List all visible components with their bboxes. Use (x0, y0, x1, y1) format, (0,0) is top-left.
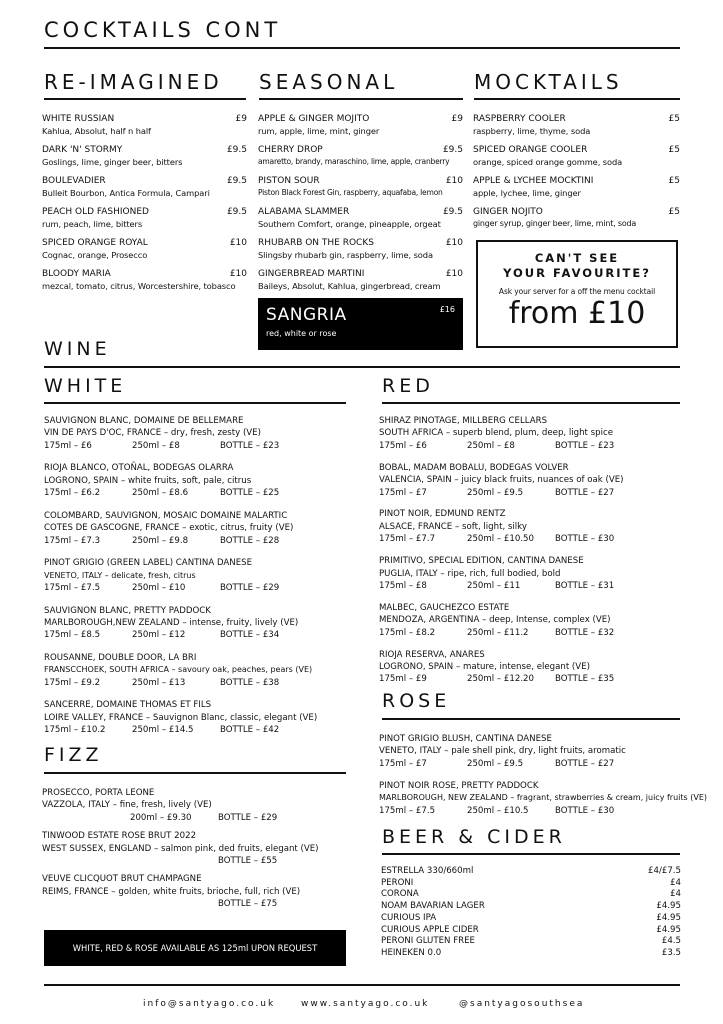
item-name: GINGER NOJITO (473, 207, 543, 217)
fizz-name: VEUVE CLICQUOT BRUT CHAMPAGNE (42, 874, 202, 885)
beer-price: £4.95 (656, 901, 681, 912)
white-heading: WHITE (44, 375, 127, 397)
item-name: ALABAMA SLAMMER (258, 207, 350, 217)
wine-name: PINOT GRIGIO BLUSH, CANTINA DANESE (379, 734, 552, 744)
glass-price: 250ml – £9.5 (467, 487, 524, 498)
wine-origin: LOGRONO, SPAIN – mature, intense, elegant (VE) (379, 661, 590, 672)
title-divider (44, 47, 680, 49)
bottle-price: BOTTLE – £30 (555, 805, 615, 816)
glass-price: 250ml – £11 (467, 580, 521, 591)
item-desc: apple, lychee, lime, ginger (473, 188, 581, 198)
menu-item (42, 144, 182, 168)
wine-prices (379, 533, 689, 545)
menu-item (473, 175, 593, 199)
wine-origin: MENDOZA, ARGENTINA – deep, Intense, complex (VE) (379, 615, 611, 626)
glass-price: 250ml – £9.5 (467, 758, 524, 769)
item-price: £9.5 (442, 145, 463, 155)
wine-prices (44, 724, 349, 736)
wine-entry (379, 508, 689, 545)
beer-name: CURIOUS IPA (381, 912, 437, 923)
item-desc: raspberry, lime, thyme, soda (473, 126, 591, 136)
wine-name: MALBEC, GAUCHEZCO ESTATE (379, 602, 510, 613)
wine-prices (379, 758, 699, 770)
fizz-list (42, 787, 347, 911)
footer-social[interactable]: @santyagosouthsea (459, 999, 585, 1009)
rose-divider (382, 718, 680, 720)
bottle-price: BOTTLE – £23 (220, 440, 280, 451)
wine-prices (44, 487, 349, 499)
mocktails-heading: MOCKTAILS (474, 70, 623, 94)
beer-price: £4/£7.5 (648, 866, 681, 876)
wine-name: COLOMBARD, SAUVIGNON, MOSAIC DOMAINE MALARTIC (44, 510, 288, 521)
wine-entry (44, 605, 349, 642)
fizz-divider (44, 772, 346, 774)
wine-entry (44, 699, 349, 736)
item-name: RHUBARB ON THE ROCKS (258, 238, 374, 248)
item-desc: Piston Black Forest Gin, raspberry, aquafaba, lemon (258, 188, 443, 197)
wine-entry (44, 557, 349, 594)
promo-box (476, 240, 678, 348)
beer-name: HEINEKEN 0.0 (381, 947, 442, 958)
glass-price: 250ml – £13 (132, 677, 186, 688)
wine-entry (379, 415, 689, 452)
item-desc: Baileys, Absolut, Kahlua, gingerbread, cream (258, 281, 441, 291)
wine-origin: PUGLIA, ITALY – ripe, rich, full bodied, bold (379, 568, 561, 579)
wine-origin: ALSACE, FRANCE – soft, light, silky (379, 521, 527, 532)
item-name: PISTON SOUR (258, 176, 320, 186)
wine-entry (379, 555, 689, 592)
item-price: £9.5 (226, 207, 247, 217)
beer-item (381, 936, 681, 948)
red-heading: RED (382, 375, 434, 397)
wine-entry (379, 602, 689, 639)
wine-origin: FRANSCCHOEK, SOUTH AFRICA – savoury oak, peaches, pears (VE) (44, 665, 313, 675)
wine-prices (379, 440, 689, 452)
bottle-price: BOTTLE – £31 (555, 580, 615, 591)
wine-origin: SOUTH AFRICA – superb blend, plum, deep, light spice (379, 428, 613, 439)
wine-name: SANCERRE, DOMAINE THOMAS ET FILS (44, 700, 212, 711)
beer-item (381, 901, 681, 913)
promo-line1: CAN'T SEE (534, 251, 620, 265)
wine-prices (44, 582, 349, 594)
item-desc: rum, peach, lime, bitters (42, 219, 143, 229)
menu-item (42, 113, 151, 137)
beer-price: £4 (670, 889, 681, 900)
glass-price: 250ml – £10.50 (467, 534, 534, 545)
bottle-price: BOTTLE – £23 (555, 440, 615, 451)
wine-entry (379, 462, 689, 499)
glass-price: 250ml – £11.2 (467, 627, 529, 638)
beer-name: CURIOUS APPLE CIDER (381, 924, 479, 935)
item-desc: Slingsby rhubarb gin, raspberry, lime, soda (258, 250, 433, 260)
menu-item (42, 237, 148, 261)
item-price: £9 (451, 114, 463, 124)
item-desc: Cognac, orange, Prosecco (42, 250, 148, 260)
wine-entry (44, 462, 349, 499)
wine-name: PINOT GRIGIO (GREEN LABEL) CANTINA DANESE (44, 558, 253, 569)
beer-heading: BEER & CIDER (382, 826, 566, 848)
item-name: BLOODY MARIA (42, 269, 111, 279)
menu-item (258, 175, 443, 199)
wine-prices (44, 677, 349, 689)
beer-name: CORONA (381, 889, 419, 900)
item-desc: Goslings, lime, ginger beer, bitters (42, 157, 183, 167)
fizz-prices (42, 812, 347, 824)
wine-entry (44, 510, 349, 547)
wine-entry (379, 733, 699, 770)
menu-item (42, 175, 210, 199)
page-title: COCKTAILS CONT (44, 18, 282, 42)
bottle-price: BOTTLE – £28 (220, 535, 280, 546)
wine-origin: MARLBOROUGH, NEW ZEALAND – fragrant, strawberries & cream, juicy fruits (VE) (379, 793, 707, 803)
beer-item (381, 948, 681, 960)
wine-name: SHIRAZ PINOTAGE, MILLBERG CELLARS (379, 416, 548, 426)
fizz-bottle-price: BOTTLE – £29 (218, 812, 278, 823)
beer-item (381, 913, 681, 925)
footer-website[interactable]: www.santyago.co.uk (301, 999, 430, 1009)
menu-item (42, 206, 149, 230)
wine-origin: VENETO, ITALY – delicate, fresh, citrus (44, 570, 196, 580)
wine-origin: LOIRE VALLEY, FRANCE – Sauvignon Blanc, classic, elegant (VE) (44, 712, 318, 723)
item-desc: ginger syrup, ginger beer, lime, mint, soda (473, 219, 637, 228)
menu-item (473, 144, 622, 168)
bottle-price: BOTTLE – £27 (555, 758, 615, 769)
glass-price: 175ml – £7 (379, 758, 427, 769)
white-wine-list (44, 415, 349, 737)
fizz-bottle-price: BOTTLE – £75 (218, 899, 278, 910)
sangria-box (258, 298, 463, 350)
glass-price: 175ml – £8 (379, 580, 427, 591)
fizz-prices (42, 855, 347, 867)
beer-price: £4 (670, 877, 681, 888)
item-name: CHERRY DROP (258, 145, 323, 155)
item-price: £9.5 (442, 207, 463, 217)
beer-item (381, 925, 681, 937)
glass-price: 250ml – £10 (132, 582, 186, 593)
beer-item (381, 889, 681, 901)
mocktails-divider (474, 98, 680, 100)
menu-item (258, 237, 433, 261)
wine-entry (44, 652, 349, 689)
glass-price: 175ml – £7 (379, 487, 427, 498)
menu-item (258, 268, 441, 292)
menu-item (473, 113, 590, 137)
fizz-name: PROSECCO, PORTA LEONE (42, 788, 155, 798)
item-name: BOULEVADIER (42, 176, 106, 186)
item-name: WHITE RUSSIAN (42, 114, 115, 124)
red-wine-list (379, 415, 689, 686)
glass-price: 175ml – £8.2 (379, 627, 436, 638)
fizz-name: TINWOOD ESTATE ROSE BRUT 2022 (42, 831, 197, 842)
red-divider (382, 402, 680, 404)
glass-price: 175ml – £7.7 (379, 534, 436, 545)
glass-price: 175ml – £6 (379, 440, 427, 451)
wine-origin: COTES DE GASCOGNE, FRANCE – exotic, citrus, fruity (VE) (44, 523, 294, 534)
rose-heading: ROSE (382, 690, 451, 712)
promo-price: from £10 (508, 296, 646, 331)
glass-price: 175ml – £7.3 (44, 535, 101, 546)
bottle-price: BOTTLE – £32 (555, 627, 615, 638)
beer-name: PERONI (381, 877, 414, 888)
bottle-price: BOTTLE – £30 (555, 534, 615, 545)
item-name: SPICED ORANGE ROYAL (42, 238, 148, 248)
wine-name: BOBAL, MADAM BOBALU, BODEGAS VOLVER (379, 462, 569, 473)
sangria-name: SANGRIA (266, 305, 347, 325)
fizz-bottle-price: BOTTLE – £55 (218, 856, 278, 867)
beer-name: PERONI GLUTEN FREE (381, 936, 475, 947)
beer-price: £3.5 (661, 947, 681, 958)
wine-entry (379, 780, 707, 817)
fizz-heading: FIZZ (44, 744, 103, 766)
seasonal-heading: SEASONAL (259, 70, 399, 94)
item-price: £9.5 (226, 176, 247, 186)
bottle-price: BOTTLE – £29 (220, 582, 280, 593)
wine-name: PRIMITIVO, SPECIAL EDITION, CANTINA DANESE (379, 556, 584, 567)
wine-origin: LOGRONO, SPAIN – white fruits, soft, pale, citrus (44, 475, 252, 486)
glass-price: 250ml – £12.20 (467, 674, 534, 685)
menu-item (473, 206, 636, 230)
reimagined-divider (44, 98, 246, 100)
request-banner: WHITE, RED & ROSE AVAILABLE AS 125ml UPON REQUEST (44, 930, 346, 966)
glass-price: 250ml – £10.5 (467, 805, 529, 816)
wine-prices (44, 535, 349, 547)
fizz-prices (42, 898, 347, 910)
wine-origin: VENETO, ITALY – pale shell pink, dry, light fruits, aromatic (379, 746, 626, 757)
item-name: RASPBERRY COOLER (473, 114, 566, 124)
wine-name: ROUSANNE, DOUBLE DOOR, LA BRI (44, 652, 197, 663)
wine-prices (379, 805, 699, 817)
beer-price: £4.5 (661, 936, 681, 947)
wine-name: PINOT NOIR ROSE, PRETTY PADDOCK (379, 780, 539, 791)
wine-divider (44, 366, 680, 368)
footer-email[interactable]: info@santyago.co.uk (143, 999, 276, 1009)
wine-prices (44, 440, 349, 452)
fizz-glass-price: 200ml – £9.30 (130, 812, 192, 823)
wine-name: PINOT NOIR, EDMUND RENTZ (379, 509, 506, 520)
beer-item (381, 866, 681, 878)
glass-price: 175ml – £9 (379, 674, 427, 685)
wine-name: RIOJA RESERVA, ANARES (379, 649, 485, 660)
item-desc: amaretto, brandy, maraschino, lime, apple, cranberry (258, 157, 450, 166)
item-name: GINGERBREAD MARTINI (258, 269, 365, 279)
item-name: SPICED ORANGE COOLER (473, 145, 588, 155)
fizz-origin: VAZZOLA, ITALY – fine, fresh, lively (VE) (42, 800, 212, 811)
beer-name: ESTRELLA 330/660ml (381, 866, 474, 876)
wine-origin: MARLBOROUGH,NEW ZEALAND – intense, fruity, lively (VE) (44, 617, 299, 628)
beer-list (381, 866, 681, 960)
sangria-price: £16 (439, 305, 455, 314)
beer-divider (382, 853, 680, 855)
item-price: £10 (445, 176, 463, 186)
glass-price: 250ml – £14.5 (132, 725, 194, 736)
menu-item (258, 113, 379, 137)
item-desc: orange, spiced orange gomme, soda (473, 157, 623, 167)
item-price: £5 (668, 114, 680, 124)
glass-price: 250ml – £8 (467, 440, 515, 451)
menu-item (258, 206, 441, 230)
wine-entry (44, 415, 349, 452)
promo-line2: YOUR FAVOURITE? (503, 266, 651, 280)
item-desc: rum, apple, lime, mint, ginger (258, 126, 380, 136)
item-name: APPLE & LYCHEE MOCKTINI (473, 176, 594, 186)
item-price: £5 (668, 207, 680, 217)
menu-item (258, 144, 449, 168)
item-price: £9.5 (226, 145, 247, 155)
wine-entry (379, 649, 689, 686)
seasonal-divider (259, 98, 463, 100)
wine-prices (379, 627, 689, 639)
fizz-origin: REIMS, FRANCE – golden, white fruits, brioche, full, rich (VE) (42, 886, 301, 897)
item-price: £10 (445, 238, 463, 248)
footer-divider (44, 984, 680, 986)
item-price: £5 (668, 176, 680, 186)
beer-name: NOAM BAVARIAN LAGER (381, 901, 485, 912)
item-price: £10 (229, 269, 247, 279)
wine-origin: VALENCIA, SPAIN – juicy black fruits, nuances of oak (VE) (379, 475, 624, 486)
bottle-price: BOTTLE – £38 (220, 677, 280, 688)
beer-item (381, 878, 681, 890)
beer-price: £4.95 (656, 924, 681, 935)
bottle-price: BOTTLE – £25 (220, 488, 280, 499)
glass-price: 175ml – £9.2 (44, 677, 101, 688)
beer-price: £4.95 (656, 912, 681, 923)
wine-heading: WINE (44, 338, 111, 360)
bottle-price: BOTTLE – £27 (555, 487, 615, 498)
wine-origin: VIN DE PAYS D'OC, FRANCE – dry, fresh, zesty (VE) (44, 428, 261, 439)
item-desc: Kahlua, Absolut, half n half (42, 126, 151, 136)
glass-price: 250ml – £12 (132, 630, 186, 641)
item-name: APPLE & GINGER MOJITO (258, 114, 370, 124)
item-name: DARK 'N' STORMY (42, 145, 123, 155)
item-price: £10 (445, 269, 463, 279)
bottle-price: BOTTLE – £42 (220, 725, 280, 736)
bottle-price: BOTTLE – £35 (555, 674, 615, 685)
sangria-desc: red, white or rose (266, 329, 337, 338)
glass-price: 175ml – £10.2 (44, 725, 106, 736)
glass-price: 175ml – £7.5 (379, 805, 436, 816)
glass-price: 250ml – £8 (132, 440, 180, 451)
glass-price: 175ml – £6 (44, 440, 92, 451)
glass-price: 250ml – £8.6 (132, 488, 189, 499)
wine-prices (44, 629, 349, 641)
item-desc: Southern Comfort, orange, pineapple, orgeat (258, 219, 441, 229)
white-divider (44, 402, 346, 404)
item-price: £5 (668, 145, 680, 155)
wine-name: SAUVIGNON BLANC, DOMAINE DE BELLEMARE (44, 416, 244, 426)
wine-name: RIOJA BLANCO, OTOÑAL, BODEGAS OLARRA (44, 463, 234, 474)
item-price: £9 (235, 114, 247, 124)
glass-price: 175ml – £7.5 (44, 582, 101, 593)
glass-price: 175ml – £8.5 (44, 630, 101, 641)
promo-sub: Ask your server for a off the menu cocktail (498, 287, 656, 296)
item-name: PEACH OLD FASHIONED (42, 207, 149, 217)
wine-name: SAUVIGNON BLANC, PRETTY PADDOCK (44, 605, 211, 616)
wine-prices (379, 487, 689, 499)
item-desc: mezcal, tomato, citrus, Worcestershire, tobasco (42, 281, 236, 291)
reimagined-heading: RE-IMAGINED (44, 70, 223, 94)
rose-wine-list (379, 733, 707, 817)
glass-price: 250ml – £9.8 (132, 535, 189, 546)
fizz-origin: WEST SUSSEX, ENGLAND – salmon pink, ded fruits, elegant (VE) (42, 843, 319, 854)
glass-price: 175ml – £6.2 (44, 488, 101, 499)
item-price: £10 (229, 238, 247, 248)
wine-prices (379, 580, 689, 592)
wine-prices (379, 673, 689, 685)
bottle-price: BOTTLE – £34 (220, 630, 280, 641)
item-desc: Bulleit Bourbon, Antica Formula, Campari (42, 188, 210, 198)
